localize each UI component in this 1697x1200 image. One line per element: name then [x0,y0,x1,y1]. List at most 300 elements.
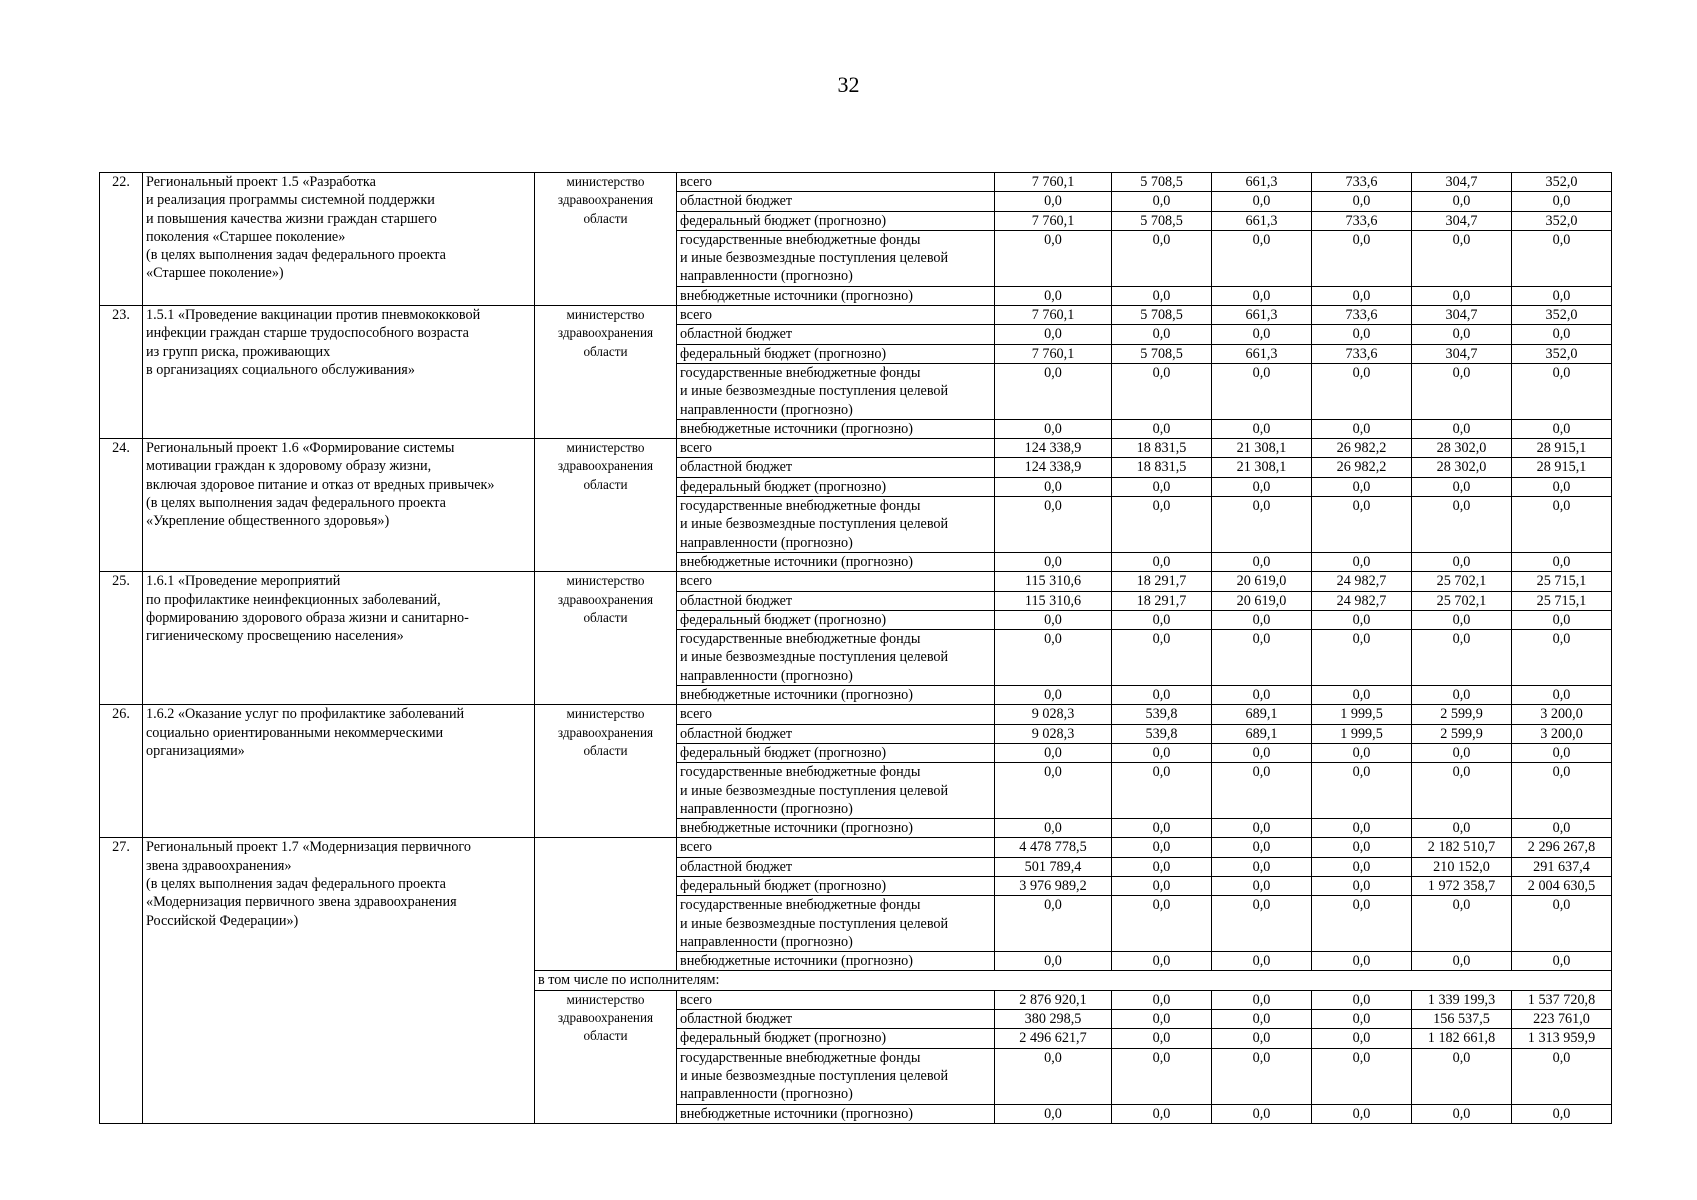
value-cell: 0,0 [1312,610,1412,629]
value-cell: 661,3 [1212,344,1312,363]
value-cell: 2 496 621,7 [995,1029,1112,1048]
measure-name-line: в организациях социального обслуживания» [146,361,415,378]
measure-name-line: инфекции граждан старше трудоспособного возраста [146,325,469,342]
source-label: внебюджетные источники (прогнозно) [677,952,995,971]
value-cell: 0,0 [995,630,1112,686]
value-cell: 0,0 [1412,819,1512,838]
measure-name-line: 1.5.1 «Проведение вакцинации против пневмококковой [146,307,481,324]
value-cell: 0,0 [1312,477,1412,496]
source-label-line: государственные внебюджетные фонды [680,498,921,515]
value-cell: 0,0 [1312,230,1412,286]
source-label: федеральный бюджет (прогнозно) [677,211,995,230]
value-cell: 0,0 [1412,477,1512,496]
value-cell: 0,0 [1212,363,1312,419]
source-label: областной бюджет [677,857,995,876]
value-cell: 0,0 [1312,630,1412,686]
executor-line: здравоохранения [557,1010,654,1026]
executor-line: министерство [566,440,645,456]
table-row [100,838,1612,857]
executor-line: области [583,476,628,492]
value-cell: 0,0 [1112,819,1212,838]
value-cell: 0,0 [1112,497,1212,553]
value-cell: 0,0 [1212,686,1312,705]
measure-name-line: (в целях выполнения задач федерального проекта [146,495,446,512]
executor-line: области [583,210,628,226]
source-label: всего [677,439,995,458]
value-cell: 0,0 [1112,477,1212,496]
source-label [677,896,995,952]
source-label-line: направленности (прогнозно) [680,1086,853,1103]
value-cell: 25 702,1 [1412,572,1512,591]
source-label: внебюджетные источники (прогнозно) [677,419,995,438]
source-label-line: направленности (прогнозно) [680,933,853,950]
executor-line: министерство [566,706,645,722]
value-cell: 0,0 [1312,1104,1412,1123]
value-cell: 0,0 [1512,743,1612,762]
value-cell: 5 708,5 [1112,173,1212,192]
value-cell: 0,0 [1112,630,1212,686]
value-cell: 1 313 959,9 [1512,1029,1612,1048]
measure-name-line: «Модернизация первичного звена здравоохранения [146,894,457,911]
value-cell: 0,0 [1112,896,1212,952]
value-cell: 0,0 [1212,325,1312,344]
value-cell: 210 152,0 [1412,857,1512,876]
value-cell: 7 760,1 [995,173,1112,192]
value-cell: 124 338,9 [995,439,1112,458]
value-cell: 0,0 [1512,286,1612,305]
value-cell: 0,0 [1412,743,1512,762]
value-cell: 733,6 [1312,344,1412,363]
value-cell: 0,0 [1512,896,1612,952]
value-cell: 0,0 [1312,1029,1412,1048]
value-cell: 733,6 [1312,306,1412,325]
measure-name-line: Региональный проект 1.5 «Разработка [146,174,376,190]
value-cell: 0,0 [1312,552,1412,571]
source-label [677,230,995,286]
measure-name-line: мотивации граждан к здоровому образу жизни, [146,458,432,475]
value-cell: 0,0 [1412,763,1512,819]
value-cell: 0,0 [1212,876,1312,895]
measure-name-line: социально ориентированными некоммерческими [146,724,444,741]
value-cell: 28 915,1 [1512,458,1612,477]
value-cell: 0,0 [1212,819,1312,838]
value-cell: 0,0 [995,363,1112,419]
table-body [100,173,1612,1124]
value-cell: 1 999,5 [1312,705,1412,724]
value-cell: 24 982,7 [1312,572,1412,591]
source-label: федеральный бюджет (прогнозно) [677,1029,995,1048]
value-cell: 0,0 [1112,1010,1212,1029]
value-cell: 0,0 [1112,743,1212,762]
source-label: всего [677,572,995,591]
source-label: внебюджетные источники (прогнозно) [677,819,995,838]
value-cell: 0,0 [1312,990,1412,1009]
value-cell: 0,0 [1312,686,1412,705]
value-cell: 0,0 [1112,230,1212,286]
value-cell: 0,0 [1312,838,1412,857]
value-cell: 0,0 [995,1048,1112,1104]
row-number: 22. [100,173,143,306]
source-label: областной бюджет [677,1010,995,1029]
source-label: федеральный бюджет (прогнозно) [677,477,995,496]
value-cell: 733,6 [1312,211,1412,230]
executor-line: министерство [566,174,645,189]
value-cell: 733,6 [1312,173,1412,192]
value-cell: 0,0 [1112,1048,1212,1104]
value-cell: 0,0 [1212,857,1312,876]
value-cell: 18 291,7 [1112,591,1212,610]
source-label: областной бюджет [677,192,995,211]
value-cell: 0,0 [1512,230,1612,286]
value-cell: 0,0 [1212,552,1312,571]
value-cell: 0,0 [995,325,1112,344]
executor-line: области [583,1028,628,1044]
value-cell: 0,0 [1512,552,1612,571]
table-row [100,572,1612,591]
source-label-line: и иные безвозмездные поступления целевой [680,649,949,666]
executor-line: здравоохранения [557,325,654,341]
value-cell: 0,0 [1212,477,1312,496]
value-cell: 9 028,3 [995,705,1112,724]
value-cell: 0,0 [1412,325,1512,344]
executor-line: министерство [566,307,645,323]
value-cell: 661,3 [1212,173,1312,192]
value-cell: 0,0 [995,686,1112,705]
value-cell: 0,0 [1512,686,1612,705]
source-label: федеральный бюджет (прогнозно) [677,344,995,363]
value-cell: 0,0 [995,230,1112,286]
value-cell: 0,0 [1112,686,1212,705]
page-number: 32 [837,72,860,97]
value-cell: 0,0 [1412,1048,1512,1104]
value-cell: 0,0 [1412,419,1512,438]
value-cell: 21 308,1 [1212,458,1312,477]
value-cell: 0,0 [1212,838,1312,857]
value-cell: 2 876 920,1 [995,990,1112,1009]
value-cell: 352,0 [1512,344,1612,363]
value-cell: 0,0 [1412,896,1512,952]
value-cell: 539,8 [1112,724,1212,743]
value-cell: 0,0 [995,896,1112,952]
source-label: областной бюджет [677,458,995,477]
value-cell: 0,0 [1512,497,1612,553]
value-cell: 0,0 [1112,1104,1212,1123]
measure-name-line: «Укрепление общественного здоровья») [146,513,390,530]
executor-line: министерство [566,573,645,589]
executor-cell [535,173,677,306]
value-cell: 5 708,5 [1112,211,1212,230]
value-cell: 0,0 [995,286,1112,305]
value-cell: 0,0 [1312,286,1412,305]
measure-name-line: (в целях выполнения задач федерального проекта [146,875,446,892]
value-cell: 0,0 [1312,857,1412,876]
executor-cell [535,990,677,1123]
source-label-line: направленности (прогнозно) [680,667,853,684]
row-number: 24. [100,439,143,572]
value-cell: 24 982,7 [1312,591,1412,610]
value-cell: 661,3 [1212,211,1312,230]
value-cell: 0,0 [995,610,1112,629]
source-label: внебюджетные источники (прогнозно) [677,552,995,571]
value-cell: 0,0 [1212,1029,1312,1048]
source-label-line: государственные внебюджетные фонды [680,1049,921,1066]
value-cell: 0,0 [1212,419,1312,438]
value-cell: 0,0 [1512,610,1612,629]
value-cell: 0,0 [1112,763,1212,819]
value-cell: 0,0 [1112,610,1212,629]
value-cell: 0,0 [1112,838,1212,857]
executor-cell [535,572,677,705]
source-label: областной бюджет [677,591,995,610]
measure-name-line: формированию здорового образа жизни и санитарно- [146,609,469,626]
measure-name-line: и реализация программы системной поддержки [146,192,435,209]
value-cell: 0,0 [1212,630,1312,686]
measure-name [143,705,535,838]
measure-name [143,439,535,572]
measure-name [143,173,535,306]
value-cell: 291 637,4 [1512,857,1612,876]
value-cell: 28 915,1 [1512,439,1612,458]
value-cell: 0,0 [1312,896,1412,952]
value-cell: 304,7 [1412,306,1512,325]
source-label-line: направленности (прогнозно) [680,401,853,418]
value-cell: 0,0 [1212,230,1312,286]
value-cell: 2 296 267,8 [1512,838,1612,857]
source-label-line: государственные внебюджетные фонды [680,364,921,381]
value-cell: 539,8 [1112,705,1212,724]
value-cell: 1 339 199,3 [1412,990,1512,1009]
value-cell: 7 760,1 [995,211,1112,230]
measure-name-line: организациями» [146,742,245,759]
executor-cell [535,439,677,572]
source-label-line: направленности (прогнозно) [680,800,853,817]
value-cell: 28 302,0 [1412,458,1512,477]
value-cell: 0,0 [1112,419,1212,438]
measure-name [143,306,535,439]
value-cell: 0,0 [1312,1048,1412,1104]
measure-name-line: из групп риска, проживающих [146,343,331,360]
value-cell: 0,0 [1212,763,1312,819]
value-cell: 0,0 [1412,686,1512,705]
table-row [100,439,1612,458]
value-cell: 0,0 [1112,857,1212,876]
source-label: внебюджетные источники (прогнозно) [677,286,995,305]
table-row [100,306,1612,325]
value-cell: 0,0 [1512,325,1612,344]
source-label [677,1048,995,1104]
executor-line: здравоохранения [557,724,654,740]
executor-line: здравоохранения [557,591,654,607]
value-cell: 0,0 [1512,630,1612,686]
value-cell: 0,0 [1112,325,1212,344]
value-cell: 0,0 [995,743,1112,762]
value-cell: 0,0 [1312,497,1412,553]
value-cell: 0,0 [1212,1048,1312,1104]
value-cell: 0,0 [1412,610,1512,629]
value-cell: 304,7 [1412,344,1512,363]
source-label-line: и иные безвозмездные поступления целевой [680,915,949,932]
source-label-line: государственные внебюджетные фонды [680,764,921,781]
value-cell: 0,0 [1212,610,1312,629]
value-cell: 0,0 [1512,477,1612,496]
measure-name-line: включая здоровое питание и отказ от вредных привычек» [146,476,495,493]
value-cell: 0,0 [1312,325,1412,344]
source-label: внебюджетные источники (прогнозно) [677,1104,995,1123]
row-number: 26. [100,705,143,838]
value-cell: 115 310,6 [995,572,1112,591]
source-label [677,363,995,419]
value-cell: 0,0 [1412,286,1512,305]
measure-name-line: «Старшее поколение») [146,265,284,282]
source-label [677,497,995,553]
source-label [677,763,995,819]
value-cell: 0,0 [995,1104,1112,1123]
executor-line: области [583,742,628,758]
value-cell: 304,7 [1412,211,1512,230]
value-cell: 20 619,0 [1212,572,1312,591]
by-executors-label: в том числе по исполнителям: [535,971,1612,990]
value-cell: 0,0 [1112,552,1212,571]
value-cell: 0,0 [1412,952,1512,971]
value-cell: 3 200,0 [1512,724,1612,743]
source-label-line: государственные внебюджетные фонды [680,231,921,248]
measure-name-line: 1.6.1 «Проведение мероприятий [146,573,341,590]
source-label: областной бюджет [677,724,995,743]
measure-name-line: Российской Федерации») [146,912,299,929]
value-cell: 352,0 [1512,306,1612,325]
source-label-line: и иные безвозмездные поступления целевой [680,250,949,267]
value-cell: 0,0 [1312,419,1412,438]
budget-table [99,172,1612,1124]
value-cell: 0,0 [1512,192,1612,211]
measure-name-line: Региональный проект 1.6 «Формирование системы [146,440,455,457]
value-cell: 4 478 778,5 [995,838,1112,857]
value-cell: 2 004 630,5 [1512,876,1612,895]
value-cell: 115 310,6 [995,591,1112,610]
source-label-line: государственные внебюджетные фонды [680,897,921,914]
value-cell: 26 982,2 [1312,439,1412,458]
value-cell: 26 982,2 [1312,458,1412,477]
value-cell: 0,0 [995,192,1112,211]
value-cell: 0,0 [1312,1010,1412,1029]
source-label-line: и иные безвозмездные поступления целевой [680,383,949,400]
value-cell: 352,0 [1512,211,1612,230]
value-cell: 0,0 [1112,363,1212,419]
value-cell: 380 298,5 [995,1010,1112,1029]
value-cell: 689,1 [1212,705,1312,724]
source-label: всего [677,838,995,857]
value-cell: 0,0 [1112,286,1212,305]
measure-name-line: поколения «Старшее поколение» [146,228,346,245]
value-cell: 3 976 989,2 [995,876,1112,895]
value-cell: 156 537,5 [1412,1010,1512,1029]
source-label-line: государственные внебюджетные фонды [680,631,921,648]
value-cell: 124 338,9 [995,458,1112,477]
value-cell: 20 619,0 [1212,591,1312,610]
measure-name [143,572,535,705]
value-cell: 25 702,1 [1412,591,1512,610]
value-cell: 0,0 [1212,1104,1312,1123]
value-cell: 0,0 [1312,876,1412,895]
value-cell: 7 760,1 [995,306,1112,325]
value-cell: 0,0 [1312,192,1412,211]
value-cell: 0,0 [1112,952,1212,971]
measure-name-line: звена здравоохранения» [146,857,292,874]
value-cell: 25 715,1 [1512,572,1612,591]
value-cell: 0,0 [1112,876,1212,895]
source-label: всего [677,306,995,325]
value-cell: 0,0 [1512,363,1612,419]
source-label-line: направленности (прогнозно) [680,268,853,285]
measure-name-line: (в целях выполнения задач федерального проекта [146,247,446,264]
value-cell: 18 831,5 [1112,439,1212,458]
value-cell: 0,0 [1312,743,1412,762]
value-cell: 689,1 [1212,724,1312,743]
value-cell: 661,3 [1212,306,1312,325]
value-cell: 25 715,1 [1512,591,1612,610]
source-label: всего [677,705,995,724]
value-cell: 2 182 510,7 [1412,838,1512,857]
value-cell: 0,0 [1112,990,1212,1009]
value-cell: 18 291,7 [1112,572,1212,591]
value-cell: 0,0 [1412,1104,1512,1123]
source-label: федеральный бюджет (прогнозно) [677,610,995,629]
value-cell: 0,0 [1512,819,1612,838]
source-label: федеральный бюджет (прогнозно) [677,876,995,895]
source-label: всего [677,173,995,192]
source-label [677,630,995,686]
value-cell: 0,0 [1512,1104,1612,1123]
value-cell: 0,0 [995,419,1112,438]
value-cell: 21 308,1 [1212,439,1312,458]
value-cell: 28 302,0 [1412,439,1512,458]
value-cell: 0,0 [995,552,1112,571]
source-label-line: и иные безвозмездные поступления целевой [680,1067,949,1084]
value-cell: 0,0 [1312,952,1412,971]
value-cell: 0,0 [1512,763,1612,819]
value-cell: 0,0 [1512,952,1612,971]
value-cell: 0,0 [1212,896,1312,952]
table-row [100,173,1612,192]
source-label-line: и иные безвозмездные поступления целевой [680,516,949,533]
executor-cell [535,838,677,971]
value-cell: 7 760,1 [995,344,1112,363]
value-cell: 0,0 [1412,552,1512,571]
value-cell: 0,0 [1412,192,1512,211]
executor-line: области [583,609,628,625]
value-cell: 0,0 [1512,1048,1612,1104]
value-cell: 0,0 [1512,419,1612,438]
value-cell: 0,0 [1312,363,1412,419]
value-cell: 0,0 [1212,286,1312,305]
value-cell: 1 999,5 [1312,724,1412,743]
value-cell: 0,0 [995,819,1112,838]
value-cell: 0,0 [1312,763,1412,819]
value-cell: 0,0 [1212,192,1312,211]
measure-name-line: Региональный проект 1.7 «Модернизация первичного [146,839,471,856]
value-cell: 0,0 [1112,192,1212,211]
executor-cell [535,705,677,838]
source-label: федеральный бюджет (прогнозно) [677,743,995,762]
value-cell: 0,0 [995,952,1112,971]
row-number: 23. [100,306,143,439]
value-cell: 0,0 [995,477,1112,496]
value-cell: 2 599,9 [1412,724,1512,743]
value-cell: 9 028,3 [995,724,1112,743]
measure-name-line: и повышения качества жизни граждан старшего [146,210,437,227]
executor-line: министерство [566,991,645,1007]
value-cell: 0,0 [1212,743,1312,762]
